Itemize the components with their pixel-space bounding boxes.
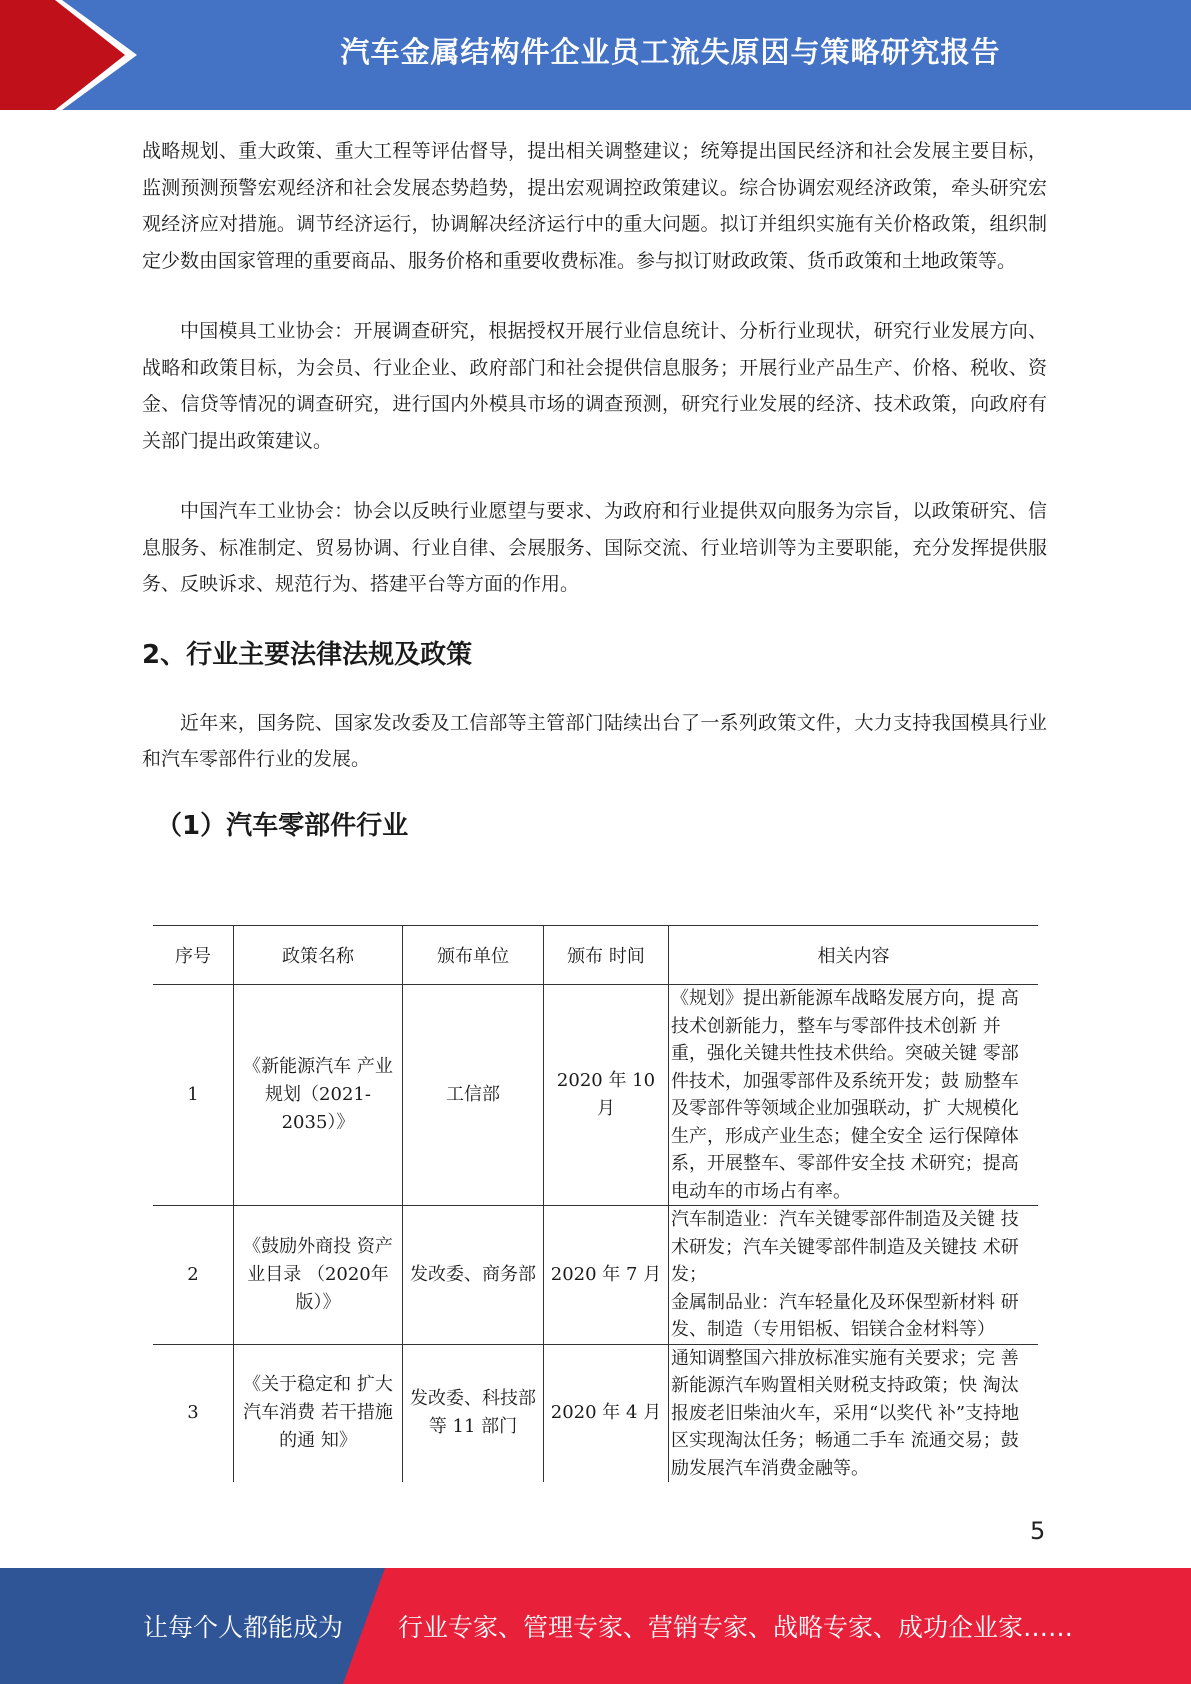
policy-content: 汽车制造业：汽车关键零部件制造及关键 技术研发；汽车关键零部件制造及关键技 术研发； 金属制品业：汽车轻量化及环保型新材料 研发、制造（专用铝板、铝镁合金材料等） (669, 1206, 1039, 1345)
policy-name: 《关于稳定和 扩大汽车消费 若干措施的通 知》 (234, 1344, 403, 1482)
row-number: 1 (153, 985, 234, 1206)
paragraph: 中国模具工业协会：开展调查研究，根据授权开展行业信息统计、分析行业现状，研究行业发展方向、战略和政策目标，为会员、行业企业、政府部门和社会提供信息服务；开展行业产品生产、价格、税收、资金、信贷等情况的调查研究，进行国内外模具市场的调查预测，研究行业发展的经济、技术政策，向政府有关部门提出政策建议。 (142, 320, 1047, 452)
issue-date: 2020 年 10 月 (544, 985, 669, 1206)
table-row (153, 1344, 1038, 1482)
policy-name: 《新能源汽车 产业规划（2021-2035）》 (234, 985, 403, 1206)
main-content (142, 133, 1047, 844)
table-header-row (153, 926, 1038, 985)
policy-table (153, 925, 1038, 1482)
policy-content: 《规划》提出新能源车战略发展方向，提 高技术创新能力，整车与零部件技术创新 并重，强化关键共性技术供给。突破关键 零部件技术，加强零部件及系统开发；鼓 励整车及零部件等领域企业加强联动，扩 大规模化生产，形成产业生态；健全安全 运行保障体系，开展整车、零部件安全技 术研究；提高电动车的市场占有率。 (669, 985, 1039, 1206)
policy-content: 通知调整国六排放标准实施有关要求；完 善新能源汽车购置相关财税支持政策；快 淘汰报废老旧柴油火车，采用“以奖代 补”支持地区实现淘汰任务；畅通二手车 流通交易；鼓励发展汽车消费金融等。 (669, 1344, 1039, 1482)
issue-date: 2020 年 7 月 (544, 1206, 669, 1345)
issuing-unit: 发改委、科技部等 11 部门 (403, 1344, 544, 1482)
section-heading: 2、行业主要法律法规及政策 (142, 639, 473, 670)
column-header: 政策名称 (234, 926, 403, 985)
policy-name: 《鼓励外商投 资产业目录 （2020年版）》 (234, 1206, 403, 1345)
row-number: 2 (153, 1206, 234, 1345)
issue-date: 2020 年 4 月 (544, 1344, 669, 1482)
footer-slogan-right: 行业专家、管理专家、营销专家、战略专家、成功企业家…… (398, 1613, 1074, 1642)
page-number: 5 (1030, 1517, 1046, 1545)
paragraph: 近年来，国务院、国家发改委及工信部等主管部门陆续出台了一系列政策文件，大力支持我国模具行业和汽车零部件行业的发展。 (142, 711, 1047, 770)
arrow-decoration-icon (0, 0, 150, 110)
issuing-unit: 工信部 (403, 985, 544, 1206)
paragraph: 战略规划、重大政策、重大工程等评估督导，提出相关调整建议；统筹提出国民经济和社会发展主要目标，监测预测预警宏观经济和社会发展态势趋势，提出宏观调控政策建议。综合协调宏观经济政策，牵头研究宏观经济应对措施。调节经济运行，协调解决经济运行中的重大问题。拟订并组织实施有关价格政策，组织制定少数由国家管理的重要商品、服务价格和重要收费标准。参与拟订财政政策、货币政策和土地政策等。 (142, 140, 1047, 272)
column-header: 颁布 时间 (544, 926, 669, 985)
issuing-unit: 发改委、商务部 (403, 1206, 544, 1345)
table-row (153, 1206, 1038, 1345)
row-number: 3 (187, 1402, 199, 1424)
column-header: 序号 (153, 926, 234, 985)
footer-band (0, 1568, 1191, 1684)
report-title: 汽车金属结构件企业员工流失原因与策略研究报告 (340, 34, 1001, 69)
table-row (153, 985, 1038, 1206)
footer-slogan-left: 让每个人都能成为 (143, 1613, 344, 1642)
column-header: 相关内容 (669, 926, 1039, 985)
subsection-heading: （1）汽车零部件行业 (156, 810, 409, 841)
paragraph: 中国汽车工业协会：协会以反映行业愿望与要求、为政府和行业提供双向服务为宗旨，以政策研究、信息服务、标准制定、贸易协调、行业自律、会展服务、国际交流、行业培训等为主要职能，充分发挥提供服务、反映诉求、规范行为、搭建平台等方面的作用。 (142, 500, 1047, 595)
header-band (0, 0, 1191, 110)
column-header: 颁布单位 (403, 926, 544, 985)
